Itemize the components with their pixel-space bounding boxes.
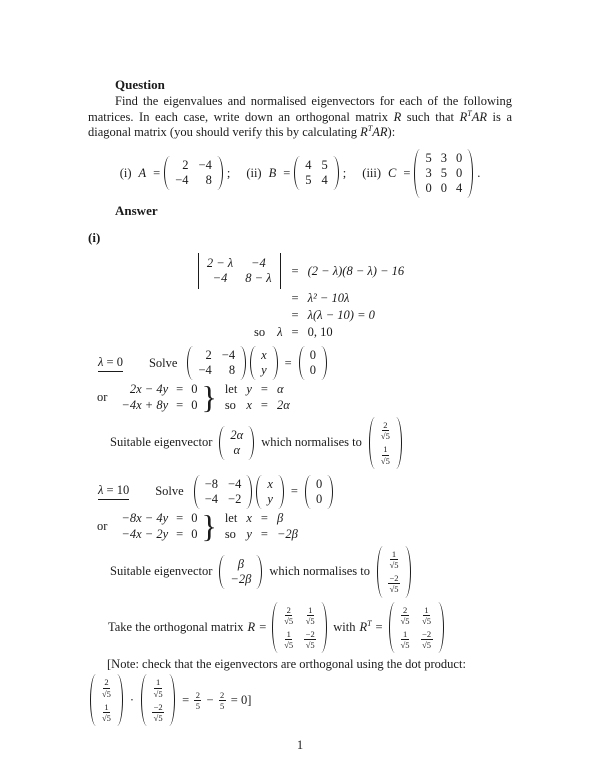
lambda-0-solve-line	[98, 346, 512, 380]
denominator: √5	[153, 688, 163, 699]
denominator: √5	[284, 640, 294, 651]
fraction	[194, 690, 201, 711]
denominator: √5	[400, 615, 410, 626]
eigenvector-text: Suitable eigenvector	[110, 564, 213, 579]
fraction	[388, 573, 400, 594]
lambda-10-system-line	[97, 507, 512, 544]
math-var-r: R	[459, 109, 468, 124]
matrix-r	[272, 602, 327, 654]
matrix-b	[294, 156, 339, 190]
derivation-line-3: λ(λ − 10) = 0	[307, 308, 375, 323]
vector-cell: α	[233, 442, 241, 457]
matrix-a-cells	[170, 156, 217, 190]
equals-sign: =	[260, 382, 268, 397]
equals-sign: =	[260, 510, 268, 525]
numerator: 2	[286, 604, 291, 615]
variable: x	[246, 398, 252, 413]
equation-system-0	[121, 382, 197, 413]
vector-cells	[311, 475, 327, 509]
equals-sign: =	[375, 619, 383, 634]
fraction	[219, 690, 226, 711]
zero-vector	[299, 346, 327, 380]
fraction	[101, 702, 112, 723]
matrix-cell: 0	[440, 180, 447, 195]
equals-sign: =	[176, 526, 184, 541]
let-word: let	[224, 510, 238, 525]
matrix-cell: 4	[321, 173, 328, 187]
fraction	[153, 677, 164, 698]
fraction	[152, 702, 164, 723]
coefficient-matrix-0	[187, 346, 246, 380]
right-paren	[169, 674, 175, 726]
separator: ;	[342, 165, 347, 180]
note-text: [Note: check that the eigenvectors are orthogonal using the dot product:	[107, 657, 466, 672]
page-number: 1	[296, 738, 304, 753]
normalised-eigenvector-10	[377, 546, 411, 598]
matrix-cell: −8	[204, 476, 219, 491]
matrix-r-name: R	[247, 619, 256, 634]
equation-rhs: 0	[191, 382, 198, 397]
so-word: so	[254, 325, 266, 340]
lambda-symbol: λ	[98, 483, 104, 498]
matrix-rt-name	[359, 620, 371, 635]
math-var-r: R	[359, 619, 368, 634]
right-paren	[117, 674, 123, 726]
matrix-r-transpose	[389, 602, 444, 654]
matrix-cell: 2	[205, 348, 212, 363]
denominator: √5	[422, 615, 432, 626]
matrix-cell: 8	[228, 363, 236, 378]
matrix-cell: 5	[321, 158, 328, 172]
or-word: or	[97, 518, 108, 533]
transpose-superscript: T	[367, 123, 373, 133]
system-brace: }	[201, 507, 217, 544]
matrix-cell: 3	[440, 150, 447, 165]
result-text: = 0]	[230, 692, 252, 707]
fraction	[283, 629, 294, 650]
equals-sign: =	[403, 165, 411, 180]
orthogonal-text: Take the orthogonal matrix	[108, 619, 244, 634]
normalised-eigenvector-0	[369, 417, 402, 469]
vector-cell: x	[267, 476, 273, 491]
denominator: √5	[102, 712, 111, 723]
zero-vector	[305, 475, 333, 509]
fraction	[283, 605, 294, 626]
fraction	[380, 420, 391, 441]
equals-sign: =	[259, 619, 267, 634]
equation-rhs: 0	[191, 510, 198, 525]
vector-cells	[96, 674, 117, 726]
vector-cells	[375, 417, 396, 469]
solve-word: Solve	[148, 355, 178, 370]
paragraph-text: such that	[401, 109, 460, 124]
or-word: or	[97, 390, 108, 405]
vector-cell: 0	[315, 491, 323, 506]
variable: x	[246, 510, 252, 525]
denominator: 5	[220, 700, 225, 711]
denominator: 5	[195, 700, 200, 711]
eigenvalues-list: 0, 10	[307, 325, 333, 340]
part-i-label: (i)	[119, 165, 132, 180]
vector-cell: 0	[309, 348, 316, 363]
det-cell: 8 − λ	[245, 271, 272, 286]
dot-operator: ·	[129, 692, 135, 707]
matrix-cell: 5	[440, 165, 447, 180]
note-vector-2	[141, 674, 175, 726]
lambda-10-solve-line	[98, 475, 512, 509]
substitution-10	[225, 511, 298, 542]
matrix-cell: 4	[305, 158, 312, 172]
matrix-cell: −4	[221, 348, 236, 363]
denominator: √5	[102, 688, 111, 699]
numerator: −2	[305, 628, 315, 639]
matrix-b-cells	[300, 156, 333, 190]
numerator: 1	[424, 604, 429, 615]
system-brace: }	[201, 379, 217, 416]
normalises-text: which normalises to	[261, 435, 362, 450]
value: −2β	[276, 526, 298, 541]
det-cell: −4	[251, 256, 266, 271]
numerator: 2	[195, 689, 200, 700]
matrix-cell: 3	[425, 165, 432, 180]
matrix-cell: 5	[305, 173, 312, 187]
right-paren	[438, 602, 444, 654]
matrix-cell: −4	[204, 491, 219, 506]
lambda-symbol: λ	[277, 325, 283, 340]
separator: ;	[226, 165, 231, 180]
matrices-definition-row	[88, 149, 512, 198]
lambda-0-system-line	[97, 379, 512, 416]
equation-system-10	[121, 511, 197, 542]
numerator: 2	[220, 689, 225, 700]
vector-cell: y	[267, 491, 273, 506]
equals-sign: =	[283, 165, 291, 180]
substitution-0	[225, 382, 290, 413]
numerator: −2	[389, 573, 399, 584]
matrix-cell: −4	[198, 158, 212, 172]
eigenvector-line-0	[110, 417, 512, 469]
denominator: √5	[153, 712, 163, 723]
question-paragraph	[88, 94, 512, 141]
matrix-b-name: B	[268, 165, 277, 180]
math-var-r: R	[393, 109, 402, 124]
eigenvector-0	[219, 426, 254, 460]
right-paren	[467, 149, 473, 198]
period: .	[477, 165, 481, 180]
so-lambda-lhs	[254, 325, 283, 340]
lambda-symbol: λ	[98, 354, 104, 369]
vector-cell: y	[261, 363, 267, 378]
denominator: √5	[380, 431, 390, 442]
matrix-c	[414, 149, 473, 198]
paragraph-text: ):	[387, 125, 396, 139]
numerator: 1	[391, 548, 397, 559]
equals-sign: =	[182, 692, 190, 707]
eigenvector-line-10	[110, 546, 512, 598]
right-paren	[240, 346, 246, 380]
numerator: 2	[383, 420, 388, 431]
equals-sign: =	[176, 398, 184, 413]
equation-lhs: −4x + 8y	[121, 398, 169, 413]
math-var-r: R	[360, 125, 368, 139]
matrix-cell: 5	[425, 150, 432, 165]
equals-sign: =	[284, 355, 292, 370]
math-var-ar: AR	[471, 109, 487, 124]
matrix-cells	[200, 475, 247, 509]
right-paren	[321, 346, 327, 380]
matrix-rt-cells	[395, 602, 438, 654]
part-i-heading: (i)	[88, 229, 101, 245]
right-paren	[333, 156, 339, 190]
right-paren	[256, 555, 262, 589]
so-word: so	[224, 398, 236, 413]
numerator: 1	[402, 628, 408, 639]
minus-sign: −	[206, 692, 214, 707]
fraction	[101, 677, 112, 698]
fraction	[389, 549, 400, 570]
with-text: with	[333, 619, 356, 634]
vector-cell: 2α	[230, 427, 244, 442]
equation-rhs: 0	[191, 526, 198, 541]
equals-sign: =	[291, 291, 299, 306]
matrix-cell: 0	[425, 180, 432, 195]
equals-sign: =	[260, 526, 268, 541]
value: 2α	[276, 398, 290, 413]
so-word: so	[224, 526, 236, 541]
numerator: 1	[286, 628, 291, 639]
equation-rhs: 0	[191, 398, 198, 413]
fraction	[421, 629, 433, 650]
numerator: 1	[308, 604, 313, 615]
matrix-cell: −4	[198, 363, 212, 378]
lambda-10-value: = 10	[103, 483, 130, 498]
characteristic-equation-block	[88, 253, 512, 340]
question-heading: Question	[115, 77, 165, 92]
equals-sign: =	[291, 325, 299, 340]
right-paren	[321, 602, 327, 654]
denominator: √5	[380, 455, 390, 466]
fraction	[400, 629, 411, 650]
denominator: √5	[305, 640, 315, 651]
matrix-cells	[193, 346, 240, 380]
equals-sign: =	[153, 165, 161, 180]
vector-cell: 0	[315, 476, 323, 491]
matrix-cell: 0	[455, 165, 463, 180]
variable: y	[246, 382, 252, 397]
determinant-matrix	[196, 253, 283, 289]
paragraph-text: Find the eigenvalues and normalised eigenvectors for each of the following matrices. In each case, write down an orthogonal matrix	[88, 94, 512, 124]
matrix-cell: −2	[228, 491, 242, 506]
vector-cells	[256, 346, 272, 380]
vector-cells	[262, 475, 278, 509]
matrix-c-name: C	[388, 165, 397, 180]
fraction	[305, 605, 316, 626]
denominator: √5	[305, 615, 315, 626]
math-var-ar: AR	[372, 125, 388, 139]
vector-cells	[305, 346, 321, 380]
note-vector-1	[90, 674, 123, 726]
right-paren	[272, 346, 278, 380]
derivation-line-1: (2 − λ)(8 − λ) − 16	[307, 263, 405, 278]
lambda-0-label	[98, 355, 123, 372]
denominator: √5	[284, 615, 294, 626]
matrix-a-name: A	[138, 165, 147, 180]
let-word: let	[224, 382, 238, 397]
right-paren	[327, 475, 333, 509]
right-paren	[246, 475, 252, 509]
fraction	[304, 629, 316, 650]
answer-heading: Answer	[115, 202, 158, 218]
matrix-cell: −4	[228, 476, 242, 491]
numerator: 2	[104, 677, 109, 688]
numerator: 1	[104, 701, 109, 712]
value: α	[276, 382, 284, 397]
vector-cell: −2β	[230, 571, 252, 586]
variable-vector	[250, 346, 278, 380]
transpose-superscript: T	[367, 618, 372, 628]
denominator: √5	[422, 640, 432, 651]
matrix-c-cells	[420, 149, 467, 198]
lambda-10-label	[98, 483, 129, 500]
fraction	[380, 444, 391, 465]
denominator: √5	[400, 640, 410, 651]
fraction	[421, 605, 432, 626]
vector-cells	[225, 426, 248, 460]
matrix-r-cells	[278, 602, 321, 654]
equation-lhs: −8x − 4y	[121, 510, 169, 525]
lambda-0-value: = 0	[103, 354, 123, 369]
vector-cell: x	[261, 348, 267, 363]
denominator: √5	[389, 560, 399, 571]
equals-sign: =	[291, 263, 299, 278]
paragraph-text: is a diagonal matrix (you should verify this by calculating	[88, 109, 512, 139]
numerator: 2	[402, 604, 408, 615]
coefficient-matrix-10	[194, 475, 253, 509]
equation-lhs: 2x − 4y	[129, 382, 169, 397]
matrix-cell: −4	[175, 173, 189, 187]
equals-sign: =	[290, 484, 298, 499]
matrix-cell: 0	[455, 150, 463, 165]
right-paren	[217, 156, 223, 190]
numerator: 1	[155, 677, 161, 688]
equals-sign: =	[176, 510, 184, 525]
equation-lhs: −4x − 2y	[121, 526, 169, 541]
det-cell: −4	[212, 271, 228, 286]
numerator: −2	[153, 701, 163, 712]
vector-cell: 0	[309, 363, 316, 378]
orthogonal-matrix-line	[108, 602, 512, 654]
matrix-cell: 4	[455, 180, 463, 195]
vector-cells	[383, 546, 405, 598]
normalises-text: which normalises to	[269, 564, 371, 579]
derivation-line-2: λ² − 10λ	[307, 291, 350, 306]
fraction	[400, 605, 411, 626]
vector-cell: β	[237, 556, 244, 571]
dot-product-line	[88, 674, 512, 726]
numerator: 1	[383, 444, 388, 455]
vector-cells	[147, 674, 169, 726]
right-paren	[248, 426, 254, 460]
variable: y	[246, 526, 252, 541]
right-paren	[278, 475, 284, 509]
value: β	[276, 510, 284, 525]
eigenvector-text: Suitable eigenvector	[110, 435, 213, 450]
part-ii-label: (ii)	[246, 165, 262, 180]
equals-sign: =	[260, 398, 268, 413]
right-paren	[405, 546, 411, 598]
transpose-superscript: T	[467, 108, 472, 118]
matrix-a	[164, 156, 223, 190]
right-paren	[396, 417, 402, 469]
det-cell: 2 − λ	[206, 256, 234, 271]
numerator: −2	[422, 628, 432, 639]
variable-vector	[256, 475, 284, 509]
equals-sign: =	[291, 308, 299, 323]
equals-sign: =	[176, 382, 184, 397]
eigenvector-10	[219, 555, 262, 589]
vector-cells	[225, 555, 256, 589]
part-iii-label: (iii)	[362, 165, 382, 180]
denominator: √5	[389, 584, 399, 595]
matrix-cell: 8	[205, 173, 212, 187]
solve-word: Solve	[155, 484, 184, 499]
matrix-cell: 2	[182, 158, 189, 172]
